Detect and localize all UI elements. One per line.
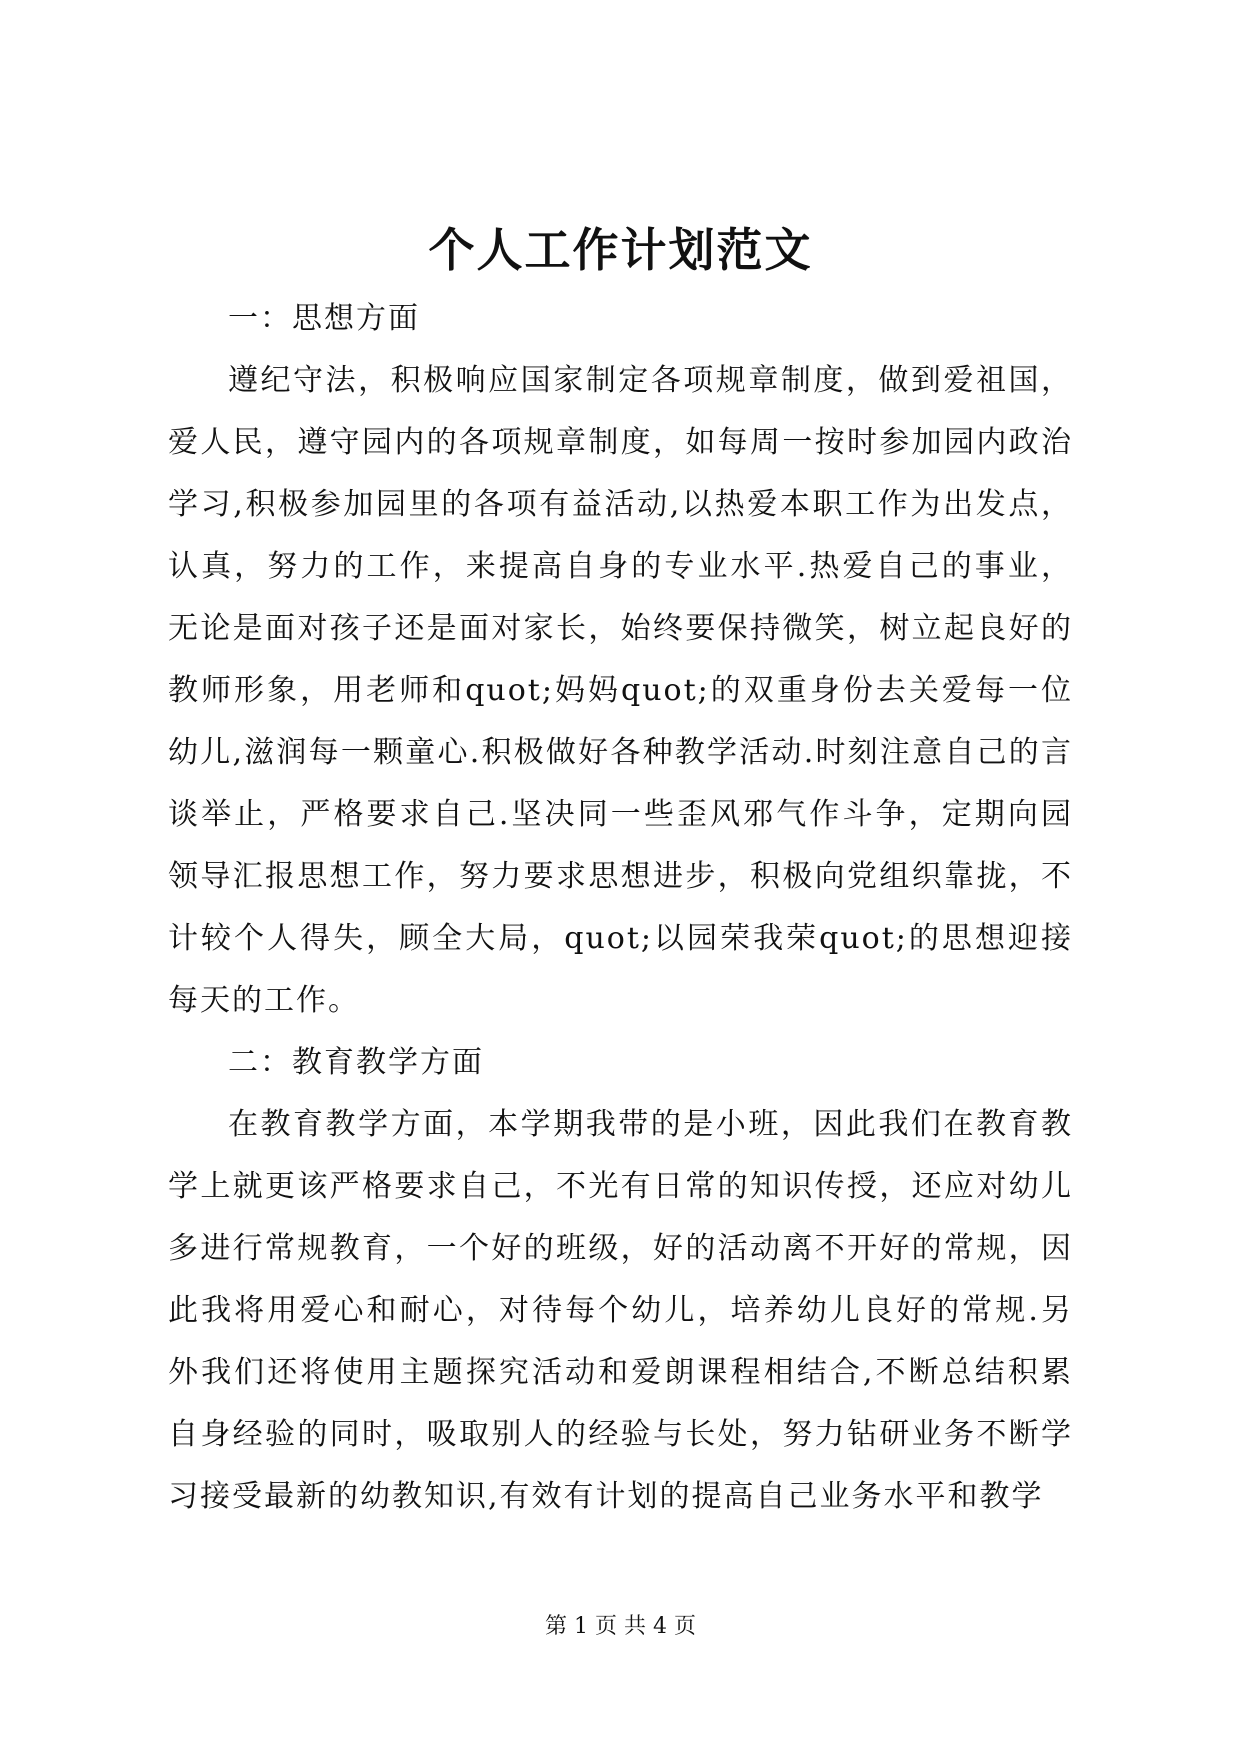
section-paragraph-thought: 遵纪守法，积极响应国家制定各项规章制度，做到爱祖国，爱人民，遵守园内的各项规章制度，如每周一按时参加园内政治学习,积极参加园里的各项有益活动,以热爱本职工作为出发点，认真，努力的工作，来提高自身的专业水平.热爱自己的事业，无论是面对孩子还是面对家长，始终要保持微笑，树立起良好的教师形象，用老师和quot;妈妈quot;的双重身份去关爱每一位幼儿,滋润每一颗童心.积极做好各种教学活动.时刻注意自己的言谈举止，严格要求自己.坚决同一些歪风邪气作斗争，定期向园领导汇报思想工作，努力要求思想进步，积极向党组织靠拢，不计较个人得失，顾全大局，quot;以园荣我荣quot;的思想迎接每天的工作。 [168,363,1073,1018]
document-title: 个人工作计划范文 [428,223,813,277]
page-footer: 第 1 页 共 4 页 [545,1614,696,1639]
section-heading-teaching: 二：教育教学方面 [228,1045,484,1080]
section-paragraph-teaching: 在教育教学方面，本学期我带的是小班，因此我们在教育教学上就更该严格要求自己，不光有日常的知识传授，还应对幼儿多进行常规教育，一个好的班级，好的活动离不开好的常规，因此我将用爱心和耐心，对待每个幼儿，培养幼儿良好的常规.另外我们还将使用主题探究活动和爱朗课程相结合,不断总结积累自身经验的同时，吸取别人的经验与长处，努力钻研业务不断学习接受最新的幼教知识,有效有计划的提高自己业务水平和教学 [168,1107,1073,1514]
section-heading-thought: 一：思想方面 [228,301,420,336]
document-body [168,288,1073,1528]
